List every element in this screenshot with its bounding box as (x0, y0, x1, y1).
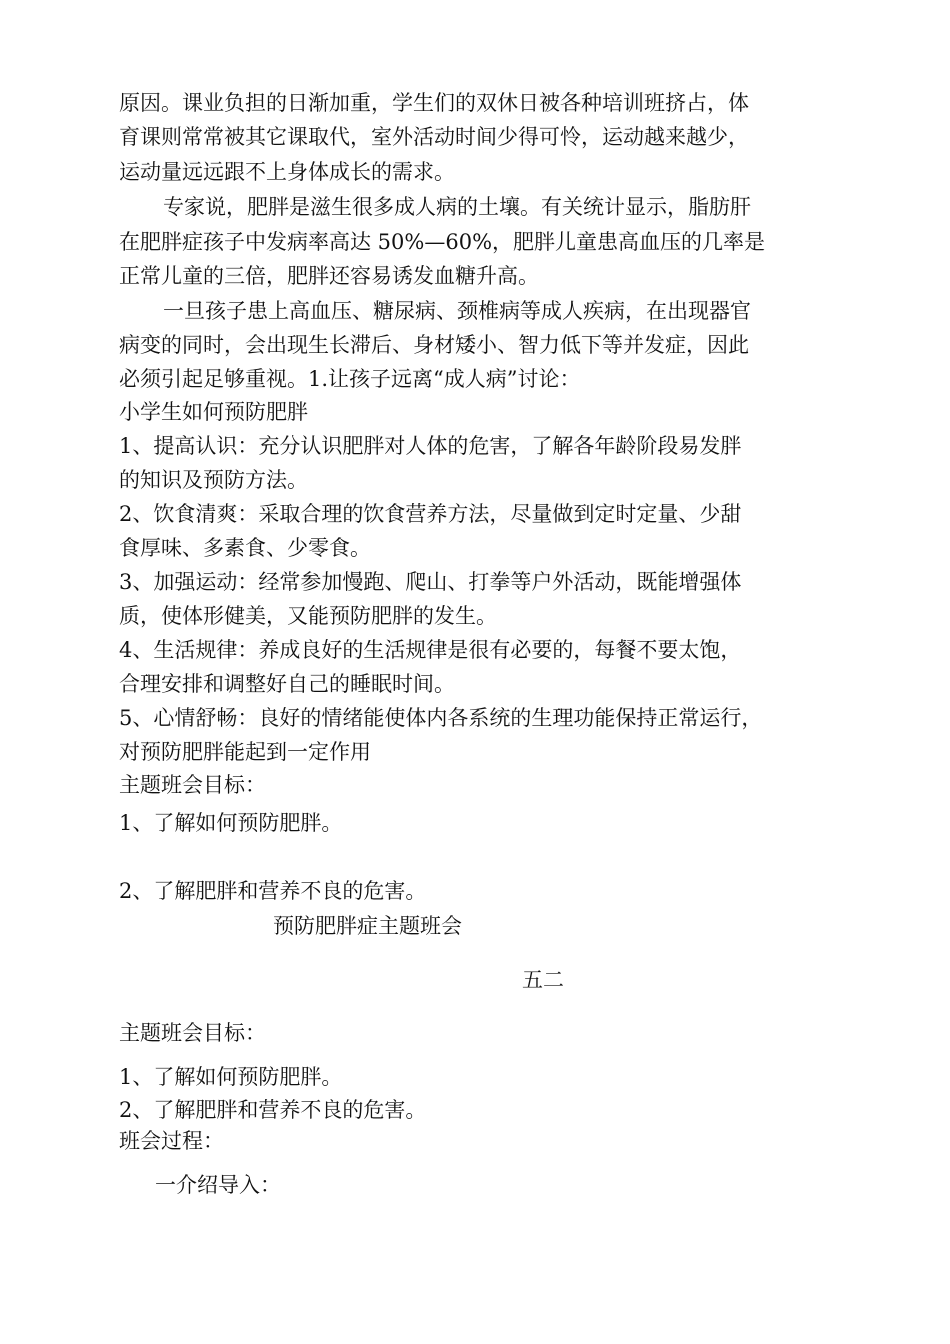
list-item: 的知识及预防方法。 (119, 468, 308, 492)
paragraph-line: 育课则常常被其它课取代，室外活动时间少得可怜，运动越来越少， (119, 125, 749, 149)
list-item: 1、提高认识：充分认识肥胖对人体的危害，了解各年龄阶段易发胖 (119, 434, 742, 458)
goal-item: 2、了解肥胖和营养不良的危害。 (119, 879, 427, 903)
process-heading: 班会过程： (119, 1129, 224, 1153)
list-item: 合理安排和调整好自己的睡眠时间。 (119, 672, 455, 696)
goal-item: 2、了解肥胖和营养不良的危害。 (119, 1098, 427, 1122)
process-step: 一介绍导入： (155, 1173, 281, 1197)
list-item: 2、饮食清爽：采取合理的饮食营养方法，尽量做到定时定量、少甜 (119, 502, 742, 526)
goals-heading: 主题班会目标： (119, 773, 266, 797)
section-heading: 小学生如何预防肥胖 (119, 400, 308, 424)
paragraph-line: 正常儿童的三倍，肥胖还容易诱发血糖升高。 (119, 264, 539, 288)
paragraph-line: 一旦孩子患上高血压、糖尿病、颈椎病等成人疾病，在出现器官 (163, 299, 751, 323)
page-title: 预防肥胖症主题班会 (273, 914, 462, 938)
paragraph-line: 病变的同时，会出现生长滞后、身材矮小、智力低下等并发症，因此 (119, 333, 749, 357)
list-item: 4、生活规律：养成良好的生活规律是很有必要的，每餐不要太饱， (119, 638, 742, 662)
list-item: 质，使体形健美，又能预防肥胖的发生。 (119, 604, 497, 628)
goal-item: 1、了解如何预防肥胖。 (119, 811, 343, 835)
goal-item: 1、了解如何预防肥胖。 (119, 1065, 343, 1089)
list-item: 5、心情舒畅：良好的情绪能使体内各系统的生理功能保持正常运行， (119, 706, 763, 730)
list-item: 3、加强运动：经常参加慢跑、爬山、打拳等户外活动，既能增强体 (119, 570, 742, 594)
class-name: 五二 (522, 968, 564, 992)
paragraph-line: 运动量远远跟不上身体成长的需求。 (119, 160, 455, 184)
paragraph-line: 必须引起足够重视。1.让孩子远离“成人病”讨论： (119, 367, 581, 391)
goals-heading: 主题班会目标： (119, 1021, 266, 1045)
paragraph-line: 在肥胖症孩子中发病率高达 50%—60%，肥胖儿童患高血压的几率是 (119, 230, 766, 254)
list-item: 对预防肥胖能起到一定作用 (119, 740, 371, 764)
list-item: 食厚味、多素食、少零食。 (119, 536, 371, 560)
paragraph-line: 原因。课业负担的日渐加重，学生们的双休日被各种培训班挤占，体 (119, 91, 749, 115)
paragraph-line: 专家说，肥胖是滋生很多成人病的土壤。有关统计显示，脂肪肝 (163, 195, 751, 219)
